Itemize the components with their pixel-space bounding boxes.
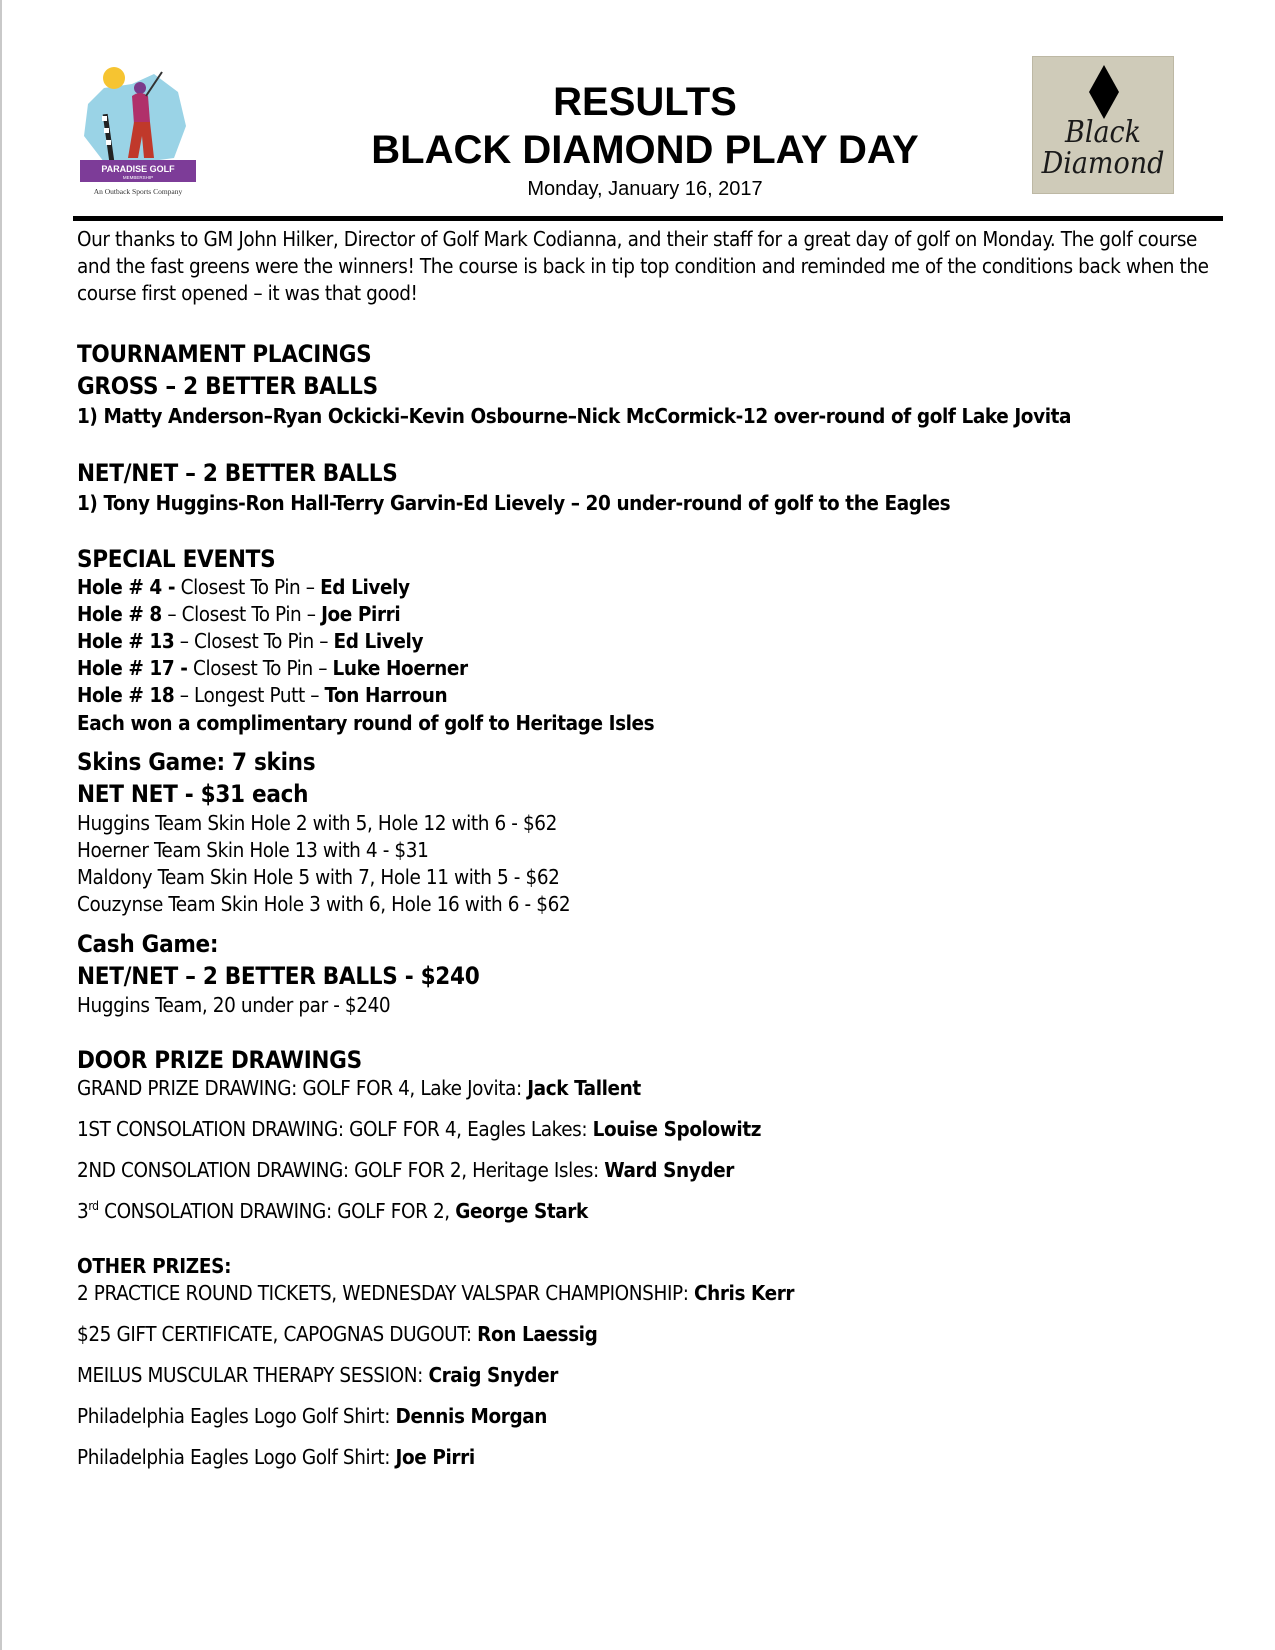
special-event-item [77,628,1227,655]
skins-heading: Skins Game: 7 skins [77,748,316,776]
winner-name: George Stark [455,1199,588,1223]
special-event-item [77,601,1227,628]
prize-label: GRAND PRIZE DRAWING: GOLF FOR 4, Lake Jovita: [77,1076,528,1100]
prize-label: Philadelphia Eagles Logo Golf Shirt: [77,1445,396,1469]
skins-subheading: NET NET - $31 each [77,780,309,808]
door-prize-item [77,1198,1227,1225]
prize-ordinal: rd [88,1199,99,1213]
prize-label: Philadelphia Eagles Logo Golf Shirt: [77,1404,396,1428]
winner-name: Ron Laessig [477,1322,598,1346]
door-prize-list [77,1075,1227,1225]
paradise-golf-logo [74,66,204,206]
special-events-list [77,574,1227,709]
logo-sub-text: MEMBERSHIP [122,175,154,180]
door-prize-item [77,1116,1227,1143]
skins-line: Hoerner Team Skin Hole 13 with 4 - $31 [77,838,429,862]
black-diamond-logo-text [1033,117,1173,179]
winner-name: Ton Harroun [324,683,448,707]
gross-result: 1) Matty Anderson–Ryan Ockicki–Kevin Osbourne–Nick McCormick-12 over-round of golf Lake Jovita [77,404,1072,428]
page-edge [0,0,2,1650]
black-diamond-logo [1032,56,1174,194]
winner-name: Chris Kerr [693,1281,795,1305]
winner-name: Joe Pirri [321,602,401,626]
cash-heading: Cash Game: [77,930,219,958]
hole-label: Hole # 17 - [77,656,188,680]
event-label: Closest To Pin – [175,575,321,599]
special-events-footer: Each won a complimentary round of golf to Heritage Isles [77,711,655,735]
other-prize-item [77,1321,1227,1348]
other-prize-item [77,1280,1227,1307]
tournament-heading: TOURNAMENT PLACINGS [77,340,372,368]
event-label: – Closest To Pin – [161,602,322,626]
other-prizes-list [77,1280,1227,1471]
title-block [330,78,960,202]
skins-line: Maldony Team Skin Hole 5 with 7, Hole 11 with 5 - $62 [77,865,560,889]
door-prize-heading: DOOR PRIZE DRAWINGS [77,1046,362,1074]
prize-label: $25 GIFT CERTIFICATE, CAPOGNAS DUGOUT: [77,1322,478,1346]
other-prize-item [77,1362,1227,1389]
special-event-item [77,655,1227,682]
other-prize-item [77,1403,1227,1430]
event-label: – Longest Putt – [174,683,325,707]
hole-label: Hole # 4 - [77,575,176,599]
page-title: RESULTS [553,80,737,124]
event-label: Closest To Pin – [187,656,333,680]
hole-label: Hole # 8 [77,602,162,626]
winner-name: Ed Lively [333,629,424,653]
intro-paragraph: Our thanks to GM John Hilker, Director of Golf Mark Codianna, and their staff for a great day of golf on Monday. The golf course and the fast greens were the winners! The course is back in tip top condition and reminded me of the conditions back when the course first opened – it was that good! [77,227,1209,305]
results-content [77,226,1227,1485]
prize-label: 2 PRACTICE ROUND TICKETS, WEDNESDAY VALSPAR CHAMPIONSHIP: [77,1281,694,1305]
logo-tagline-text: An Outback Sports Company [93,187,183,196]
prize-label: 2ND CONSOLATION DRAWING: GOLF FOR 2, Heritage Isles: [77,1158,605,1182]
other-prizes-heading: OTHER PRIZES: [77,1254,232,1278]
winner-name: Joe Pirri [395,1445,475,1469]
prize-prefix: 3 [77,1199,89,1223]
prize-label: 1ST CONSOLATION DRAWING: GOLF FOR 4, Eagles Lakes: [77,1117,593,1141]
winner-name: Ed Lively [320,575,410,599]
event-date: Monday, January 16, 2017 [527,178,763,200]
logo-name-text: PARADISE GOLF [101,164,175,174]
winner-name: Louise Spolowitz [592,1117,762,1141]
net-heading: NET/NET – 2 BETTER BALLS [77,459,398,487]
special-events-heading: SPECIAL EVENTS [77,545,276,573]
skins-list [77,810,1227,918]
prize-label: MEILUS MUSCULAR THERAPY SESSION: [77,1363,429,1387]
winner-name: Jack Tallent [527,1076,641,1100]
logo-line-2: Diamond [1041,146,1165,181]
logo-line-1: Black [1064,115,1141,150]
winner-name: Luke Hoerner [332,656,468,680]
special-event-item [77,682,1227,709]
golfer-logo-icon [74,66,204,206]
winner-name: Ward Snyder [604,1158,734,1182]
door-prize-item [77,1157,1227,1184]
gross-heading: GROSS – 2 BETTER BALLS [77,372,378,400]
cash-subheading: NET/NET – 2 BETTER BALLS - $240 [77,962,480,990]
black-diamond-icon [1089,65,1119,119]
prize-label: CONSOLATION DRAWING: GOLF FOR 2, [98,1199,456,1223]
skins-line: Huggins Team Skin Hole 2 with 5, Hole 12 with 6 - $62 [77,811,557,835]
page-subtitle: BLACK DIAMOND PLAY DAY [371,128,919,172]
skins-line: Couzynse Team Skin Hole 3 with 6, Hole 16 with 6 - $62 [77,892,571,916]
other-prize-item [77,1444,1227,1471]
event-label: – Closest To Pin – [174,629,334,653]
cash-line: Huggins Team, 20 under par - $240 [77,993,391,1017]
winner-name: Dennis Morgan [395,1404,548,1428]
header-rule [73,216,1223,221]
hole-label: Hole # 18 [77,683,175,707]
door-prize-item [77,1075,1227,1102]
special-event-item [77,574,1227,601]
winner-name: Craig Snyder [428,1363,558,1387]
hole-label: Hole # 13 [77,629,175,653]
net-result: 1) Tony Huggins-Ron Hall-Terry Garvin-Ed Lievely – 20 under-round of golf to the Eagles [77,491,951,515]
